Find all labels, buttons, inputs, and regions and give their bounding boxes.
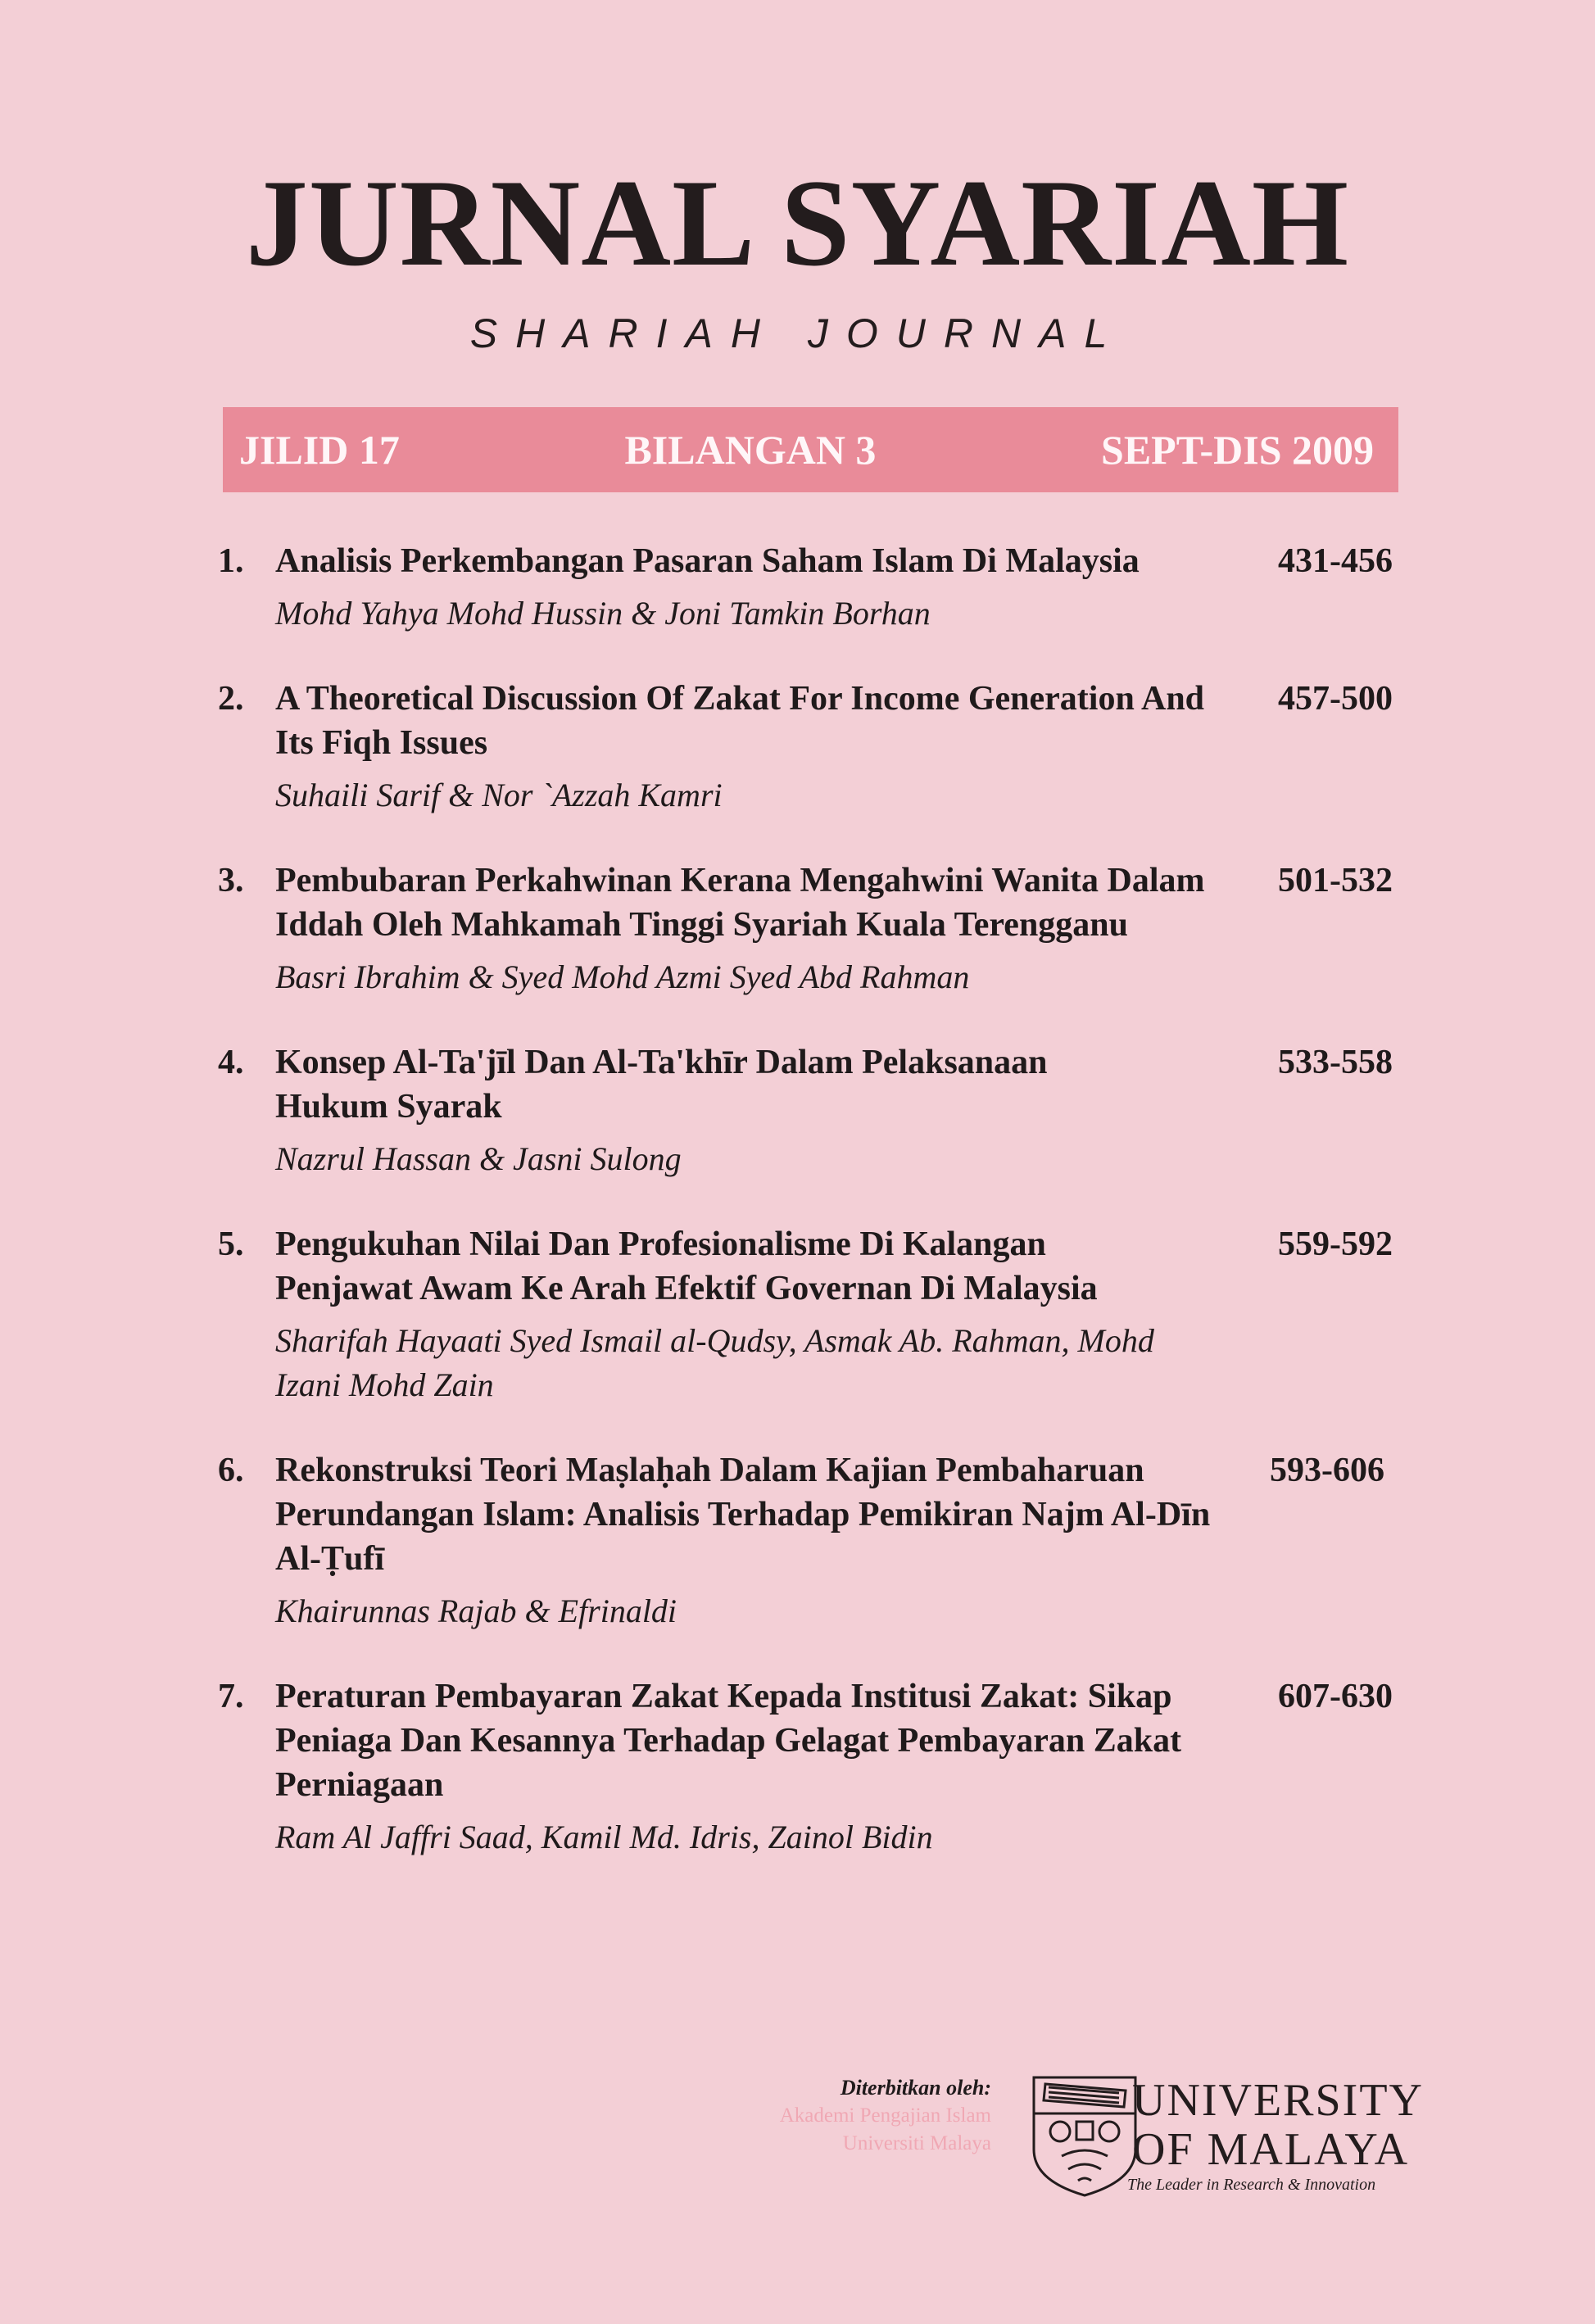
issue-band	[223, 407, 1398, 492]
article-entry	[218, 539, 1398, 636]
article-entry	[218, 1040, 1398, 1181]
article-title: A Theoretical Discussion Of Zakat For Income Generation And Its Fiqh Issues	[275, 680, 1205, 762]
article-number: 6.	[218, 1452, 244, 1489]
article-pages: 559-592	[1278, 1225, 1393, 1263]
publisher-label: Diterbitkan oleh:	[840, 2076, 991, 2100]
article-title: Analisis Perkembangan Pasaran Saham Islam Di Malaysia	[275, 542, 1140, 580]
article-pages: 457-500	[1278, 680, 1393, 718]
university-crest-icon	[1029, 2074, 1140, 2197]
university-tagline: The Leader in Research & Innovation	[1127, 2176, 1376, 2194]
article-entry	[218, 1448, 1398, 1633]
article-number: 2.	[218, 680, 244, 718]
article-entry	[218, 858, 1398, 999]
publisher-name: Universiti Malaya	[842, 2132, 991, 2154]
article-authors: Khairunnas Rajab & Efrinaldi	[275, 1592, 677, 1629]
table-of-contents	[218, 539, 1398, 1900]
article-pages: 533-558	[1278, 1044, 1393, 1081]
article-authors: Nazrul Hassan & Jasni Sulong	[275, 1140, 682, 1177]
article-number: 7.	[218, 1678, 244, 1715]
article-title: Peraturan Pembayaran Zakat Kepada Institusi Zakat: Sikap Peniaga Dan Kesannya Terhadap Gelagat Pembayaran Zakat Perniagaan	[275, 1678, 1182, 1804]
issue-volume: JILID 17	[239, 427, 400, 473]
university-name	[1132, 2076, 1424, 2174]
journal-title: JURNAL SYARIAH	[245, 154, 1350, 292]
article-entry	[218, 1674, 1398, 1860]
article-pages: 593-606	[1270, 1452, 1384, 1489]
article-number: 4.	[218, 1044, 244, 1081]
article-pages: 431-456	[1278, 542, 1393, 580]
article-authors: Sharifah Hayaati Syed Ismail al-Qudsy, Asmak Ab. Rahman, Mohd Izani Mohd Zain	[275, 1322, 1154, 1403]
article-number: 5.	[218, 1225, 244, 1263]
publisher-block	[688, 2074, 991, 2158]
journal-subtitle: SHARIAH JOURNAL	[469, 310, 1126, 356]
issue-period: SEPT-DIS 2009	[1101, 427, 1374, 473]
article-title: Konsep Al-Ta'jīl Dan Al-Ta'khīr Dalam Pelaksanaan Hukum Syarak	[275, 1044, 1048, 1126]
article-title: Pembubaran Perkahwinan Kerana Mengahwini Wanita Dalam Iddah Oleh Mahkamah Tinggi Syariah Kuala Terengganu	[275, 862, 1205, 944]
article-pages: 607-630	[1278, 1678, 1393, 1715]
article-number: 1.	[218, 542, 244, 580]
publisher-name: Akademi Pengajian Islam	[779, 2104, 991, 2127]
article-number: 3.	[218, 862, 244, 899]
issue-number: BILANGAN 3	[624, 427, 877, 473]
article-title: Rekonstruksi Teori Maṣlaḥah Dalam Kajian Pembaharuan Perundangan Islam: Analisis Terhadap Pemikiran Najm Al-Dīn Al-Ṭufī	[275, 1452, 1211, 1578]
article-authors: Mohd Yahya Mohd Hussin & Joni Tamkin Borhan	[275, 595, 931, 632]
article-authors: Basri Ibrahim & Syed Mohd Azmi Syed Abd Rahman	[275, 958, 970, 995]
article-title: Pengukuhan Nilai Dan Profesionalisme Di Kalangan Penjawat Awam Ke Arah Efektif Governan Di Malaysia	[275, 1225, 1098, 1307]
university-name-line: OF MALAYA	[1132, 2124, 1410, 2175]
article-authors: Ram Al Jaffri Saad, Kamil Md. Idris, Zainol Bidin	[275, 1819, 933, 1855]
article-entry	[218, 1222, 1398, 1407]
university-name-line: UNIVERSITY	[1132, 2075, 1424, 2126]
article-entry	[218, 677, 1398, 818]
article-authors: Suhaili Sarif & Nor `Azzah Kamri	[275, 777, 723, 813]
article-pages: 501-532	[1278, 862, 1393, 899]
